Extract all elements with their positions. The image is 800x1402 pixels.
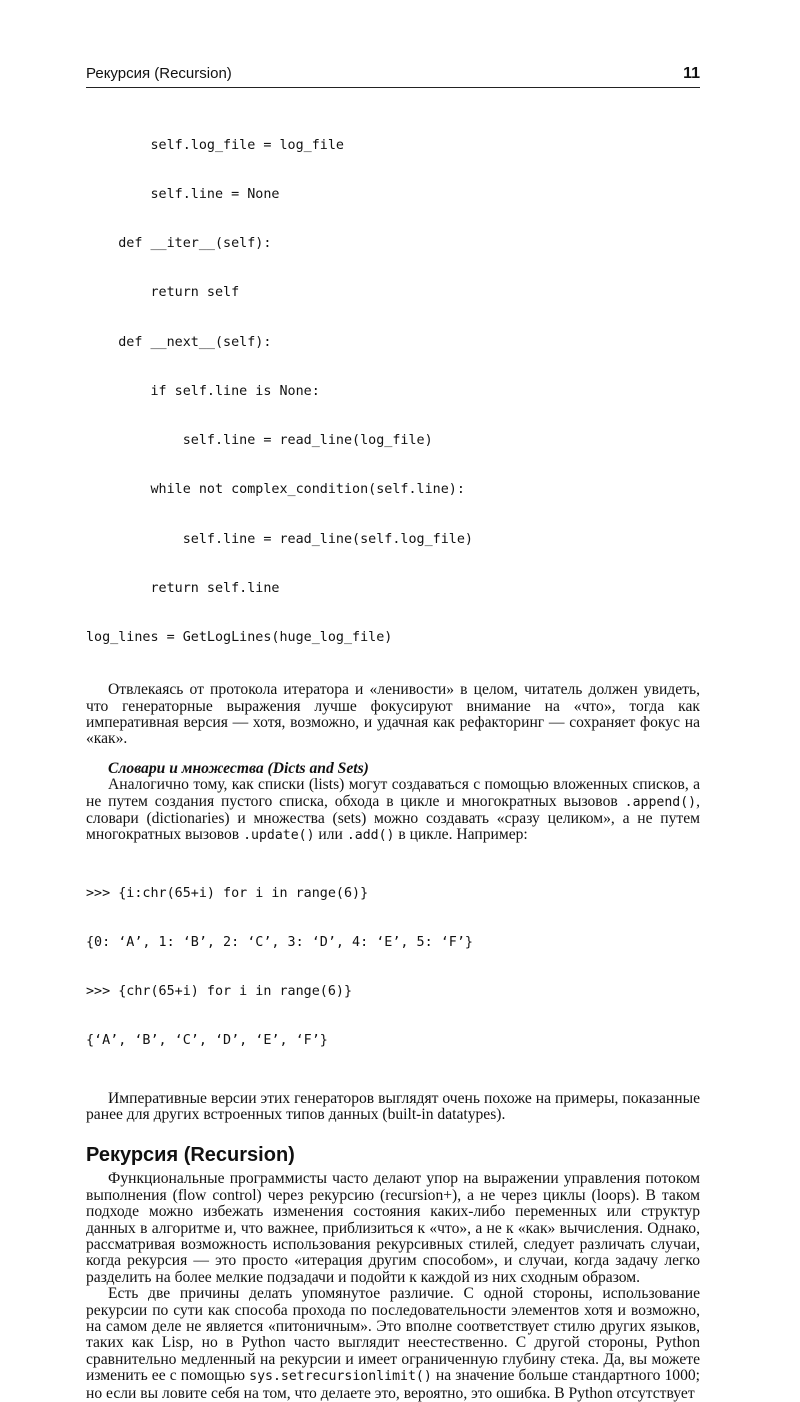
text-run: или: [314, 826, 347, 844]
text-run: Есть две причины делать упомянутое различие. С одной стороны, использование рекурсии по сути как способа прохода по последовательности элементов хотя и возможно, на самом деле не является «питоничным». Это вполне соответствует стилю других языков, таких как Lisp, но в Python часто выглядит неестественно. С другой стороны, Python сравнительно медленный на рекурсии и имеет ограниченную глубину стека. Да, вы можете изменить ее с помощью: [86, 1285, 700, 1385]
code-line: self.line = read_line(self.log_file): [86, 531, 473, 547]
text-run: в цикле. Например:: [394, 826, 528, 844]
text-run: на значение больше стандартного 1000; но если вы ловите себя на том, что делаете это, вероятно, это ошибка. В Python отсутствует: [86, 1367, 701, 1402]
code-line: >>> {chr(65+i) for i in range(6)}: [86, 984, 353, 1000]
code-line: {‘A’, ‘B’, ‘C’, ‘D’, ‘E’, ‘F’}: [86, 1033, 328, 1049]
inline-code: .append(): [624, 794, 697, 810]
code-line: self.line = None: [86, 187, 280, 203]
paragraph-laziness: Отвлекаясь от протокола итератора и «ленивости» в целом, читатель должен увидеть, что генераторные выражения лучше фокусируют внимание на «что», тогда как императивная версия — хотя, возможно, и удачная как рефакторинг — сохраняет фокус на «как».: [86, 681, 700, 748]
code-line: >>> {i:chr(65+i) for i in range(6)}: [86, 885, 369, 901]
code-line: def __iter__(self):: [86, 236, 272, 252]
running-header: [86, 64, 700, 88]
code-block-iterator: [86, 105, 700, 679]
code-line: {0: ‘A’, 1: ‘B’, 2: ‘C’, 3: ‘D’, 4: ‘E’, 5: ‘F’}: [86, 934, 473, 950]
code-line: def __next__(self):: [86, 334, 272, 350]
inline-code: .add(): [346, 828, 395, 844]
paragraph-recursion-intro: Функциональные программисты часто делают упор на выражении управления потоком выполнения (flow control) через рекурсию (recursion+), а не через циклы (loops). В таком подходе можно избежать изменения состояния каких-либо переменных или структур данных в алгоритме и, что важнее, приблизиться к «что», а не к «как» вычисления. Однако, рассматривая возможность использования рекурсивных стилей, следует различать случаи, когда рекурсия — это просто «итерация другим способом», и случаи, когда задачу легко разделить на более мелкие подзадачи и подойти к каждой из них сходным образом.: [86, 1170, 700, 1286]
code-block-comprehensions: [86, 853, 700, 1083]
page-number: 11: [683, 65, 700, 82]
code-line: while not complex_condition(self.line):: [86, 482, 465, 498]
paragraph-recursion-reasons: [86, 1286, 700, 1402]
paragraph-imperative-versions: Императивные версии этих генераторов выглядят очень похоже на примеры, показанные ранее для других встроенных типов данных (built-in datatypes).: [86, 1089, 700, 1123]
paragraph-dicts-sets: [86, 777, 700, 845]
code-line: return self: [86, 285, 240, 301]
running-header-title: Рекурсия (Recursion): [86, 65, 232, 82]
code-line: return self.line: [86, 580, 280, 596]
code-line: self.log_file = log_file: [86, 137, 344, 153]
subheading-dicts-sets: Словари и множества (Dicts and Sets): [108, 759, 369, 777]
inline-code: .update(): [243, 828, 315, 844]
section-heading-recursion: Рекурсия (Recursion): [86, 1144, 295, 1167]
code-line: if self.line is None:: [86, 383, 320, 399]
code-line: self.line = read_line(log_file): [86, 433, 433, 449]
text-run: , словари (dictionaries) и множества (sets) можно создавать «сразу целиком», а не путем многократных вызовов: [86, 792, 700, 844]
code-line: log_lines = GetLogLines(huge_log_file): [86, 630, 393, 645]
book-page: [86, 64, 700, 1402]
text-run: Аналогично тому, как списки (lists) могут создаваться с помощью вложенных списков, а не путем создания пустого списка, обхода в цикле и многократных вызовов: [86, 776, 700, 810]
inline-code: sys.setrecursionlimit(): [249, 1369, 432, 1385]
